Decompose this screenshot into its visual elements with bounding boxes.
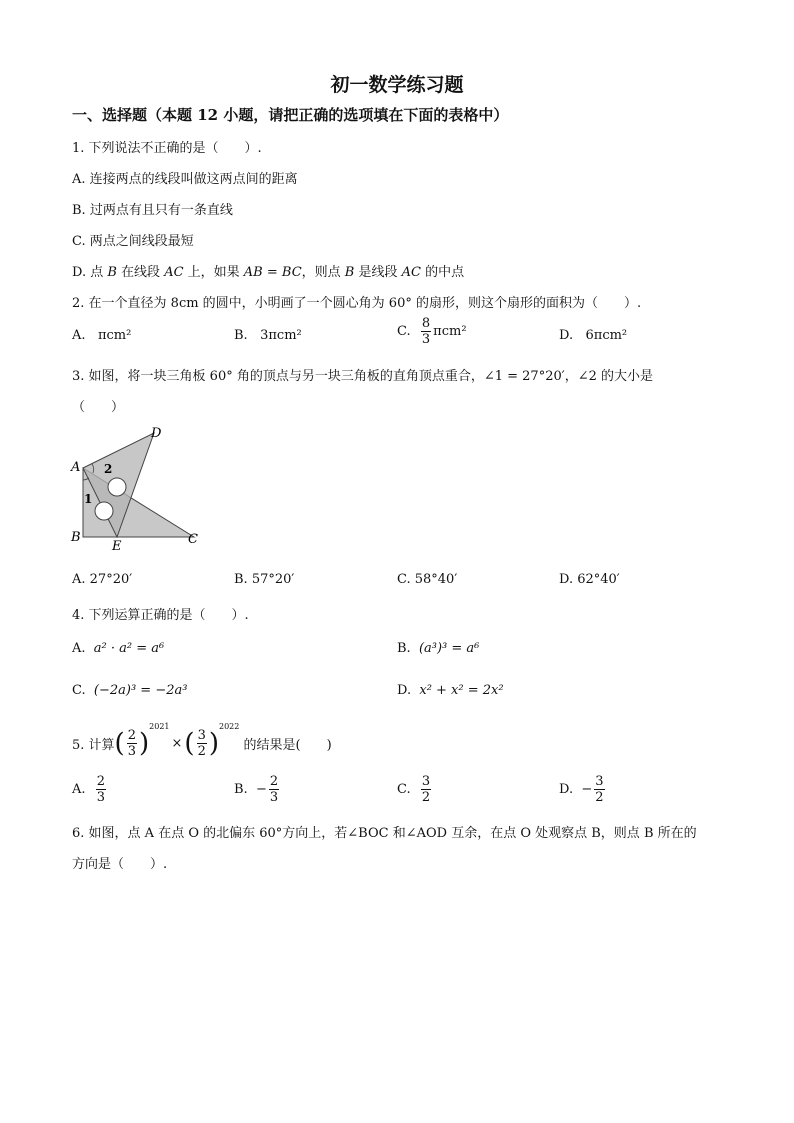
q3-stem: 3. 如图，将一块三角板 60° 角的顶点与另一块三角板的直角顶点重合，∠1 = 27°20′，∠2 的大小是 <box>72 369 653 384</box>
q1-d-ac: AC <box>164 265 184 280</box>
q3-option-c: C. 58°40′ <box>397 572 458 587</box>
q1-d-eq: AB = BC <box>243 265 302 280</box>
q5-a-fraction <box>96 775 106 804</box>
q5-option-a <box>72 775 108 804</box>
q5-a-numerator: 2 <box>96 774 106 789</box>
q5-b-fraction <box>269 775 279 804</box>
q4-option-b <box>397 641 479 656</box>
q1-stem: 1. 下列说法不正确的是（ ）. <box>72 141 262 156</box>
q4-b-label: B. <box>397 641 411 656</box>
q5-b-numerator: 2 <box>269 774 279 789</box>
q2-option-a <box>72 328 131 343</box>
q2-c-label: C. <box>397 324 411 339</box>
q4-option-a <box>72 641 164 656</box>
q5-option-d <box>559 775 607 804</box>
q5-exponent-1: 2021 <box>149 722 170 731</box>
q5-stem-post: 的结果是( ) <box>239 738 332 753</box>
q1-d-mid3: ，则点 <box>301 265 345 280</box>
label-d: D <box>151 426 162 441</box>
hole-upper <box>108 478 126 496</box>
q2-option-b <box>234 328 302 343</box>
hole-lower <box>95 502 113 520</box>
q5-exponent-2: 2022 <box>219 722 240 731</box>
q5-paren-open-2: ( <box>184 728 195 759</box>
q5-c-fraction <box>421 775 431 804</box>
q6-stem-line2: 方向是（ ）. <box>72 857 168 872</box>
q5-stem-pre: 5. 计算 <box>72 738 115 753</box>
q1-d-b: B <box>107 265 117 280</box>
q5-d-sign: − <box>581 782 593 797</box>
label-b: B <box>71 530 81 545</box>
q5-f1-numerator: 2 <box>127 728 136 743</box>
q4-option-d <box>397 683 504 698</box>
q1-d-mid1: 在线段 <box>116 265 165 280</box>
q2-d-value: 6πcm² <box>585 328 628 343</box>
q6-stem-line1: 6. 如图，点 A 在点 O 的北偏东 60°方向上，若∠BOC 和∠AOD 互余，在点 O 处观察点 B，则点 B 所在的 <box>72 826 697 841</box>
q5-paren-close-1: ) <box>138 728 150 759</box>
q2-c-fraction <box>421 317 431 346</box>
q2-b-value: 3πcm² <box>260 328 302 343</box>
label-angle-1: 1 <box>84 492 93 506</box>
q5-option-c <box>397 775 433 804</box>
q5-b-denominator: 3 <box>269 790 279 805</box>
q2-d-label: D. <box>559 328 574 343</box>
label-angle-2: 2 <box>104 462 113 476</box>
q1-d-end: 的中点 <box>420 265 465 280</box>
q4-c-expr: (−2a)³ = −2a³ <box>93 683 188 698</box>
q2-c-denominator: 3 <box>421 332 431 347</box>
q1-d-mid4: 是线段 <box>354 265 402 280</box>
q5-b-label: B. <box>234 782 248 797</box>
q1-d-b2: B <box>344 265 355 280</box>
q5-d-numerator: 3 <box>595 774 604 789</box>
q4-option-c <box>72 683 187 698</box>
q5-d-label: D. <box>559 782 574 797</box>
page-title: 初一数学练习题 <box>330 74 464 96</box>
q5-f2-denominator: 2 <box>197 744 206 759</box>
q5-c-denominator: 2 <box>421 790 431 805</box>
q4-stem: 4. 下列运算正确的是（ ）. <box>72 608 249 623</box>
q3-option-d: D. 62°40′ <box>559 572 620 587</box>
q1-d-ac2: AC <box>401 265 421 280</box>
q1-option-b: B. 过两点有且只有一条直线 <box>72 203 233 218</box>
q2-option-c <box>397 317 467 346</box>
label-e: E <box>112 539 122 554</box>
q4-a-expr: a² · a² = a⁶ <box>93 641 165 656</box>
q5-f1-denominator: 3 <box>127 744 136 759</box>
q3-option-a: A. 27°20′ <box>72 572 133 587</box>
q4-a-label: A. <box>72 641 86 656</box>
q3-stem-paren: （ ） <box>72 400 125 415</box>
q5-paren-open-1: ( <box>114 728 125 759</box>
q5-b-sign: − <box>255 782 267 797</box>
q5-d-denominator: 2 <box>595 790 604 805</box>
q5-fraction-2 <box>197 729 207 758</box>
q4-d-label: D. <box>397 683 412 698</box>
q2-stem: 2. 在一个直径为 8cm 的圆中，小明画了一个圆心角为 60° 的扇形，则这个扇形的面积为（ ）. <box>72 296 642 311</box>
q5-option-b <box>234 775 281 804</box>
q2-option-d <box>559 328 627 343</box>
q5-a-denominator: 3 <box>96 790 106 805</box>
q5-a-label: A. <box>72 782 86 797</box>
q2-c-tail: πcm² <box>433 324 467 339</box>
q5-c-numerator: 3 <box>421 774 431 789</box>
q2-c-numerator: 8 <box>421 316 431 331</box>
q5-paren-close-2: ) <box>208 728 219 759</box>
q2-b-label: B. <box>234 328 248 343</box>
q2-a-label: A. <box>72 328 86 343</box>
q1-d-mid2: 上，如果 <box>183 265 244 280</box>
q4-b-expr: (a³)³ = a⁶ <box>418 641 480 656</box>
q3-option-b: B. 57°20′ <box>234 572 295 587</box>
q1-option-c: C. 两点之间线段最短 <box>72 234 194 249</box>
section-heading: 一、选择题（本题 12 小题，请把正确的选项填在下面的表格中） <box>72 106 509 124</box>
q5-fraction-1 <box>127 729 137 758</box>
q5-f2-numerator: 3 <box>197 728 206 743</box>
label-c: C <box>188 532 198 547</box>
triangle-figure <box>66 423 206 555</box>
q2-a-value: πcm² <box>97 328 132 343</box>
q5-times: × <box>171 736 183 751</box>
q4-c-label: C. <box>72 683 86 698</box>
q1-d-pre: D. 点 <box>72 265 108 280</box>
q4-d-expr: x² + x² = 2x² <box>419 683 504 698</box>
q5-d-fraction <box>594 775 604 804</box>
q1-option-d <box>72 261 464 280</box>
q1-option-a: A. 连接两点的线段叫做这两点间的距离 <box>72 172 298 187</box>
label-a: A <box>71 460 81 475</box>
q5-c-label: C. <box>397 782 411 797</box>
q5-stem <box>72 722 332 759</box>
